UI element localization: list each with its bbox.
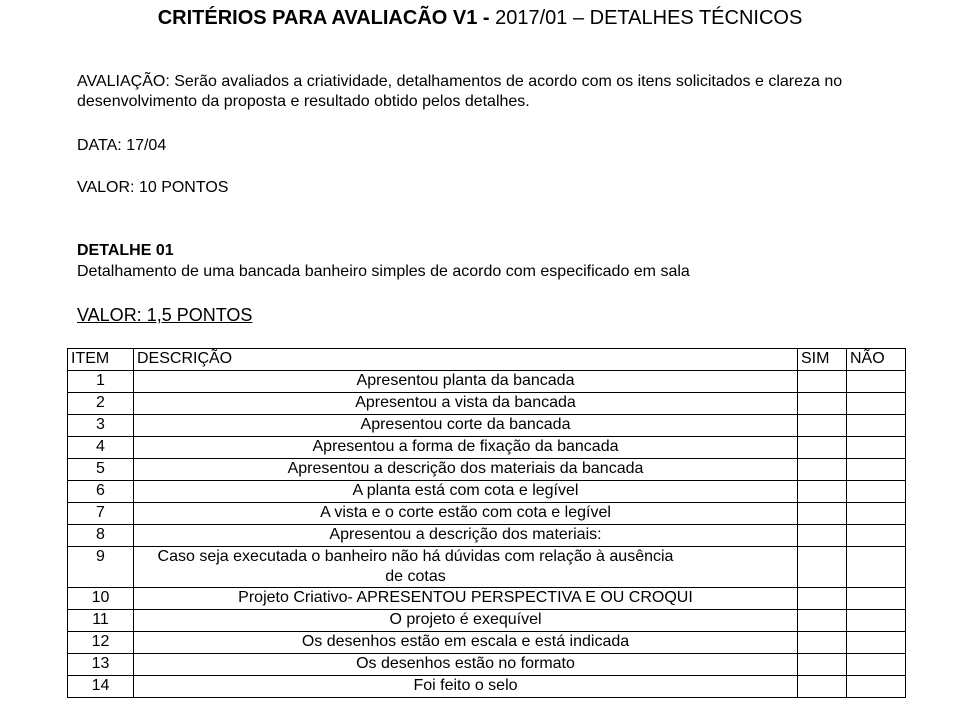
table-row	[68, 654, 906, 676]
table-row	[68, 503, 906, 525]
row-item-number: 8	[68, 525, 134, 547]
header-nao: NÃO	[847, 349, 906, 371]
row-nao-cell[interactable]	[847, 610, 906, 632]
row-nao-cell[interactable]	[847, 588, 906, 610]
row-item-number: 6	[68, 481, 134, 503]
row-nao-cell[interactable]	[847, 459, 906, 481]
row-nao-cell[interactable]	[847, 525, 906, 547]
data-line: DATA: 17/04	[77, 137, 167, 154]
title-bold: CRITÉRIOS PARA AVALIACÃO V1 -	[157, 7, 490, 29]
table-row	[68, 676, 906, 698]
row-item-number: 3	[68, 415, 134, 437]
row-nao-cell[interactable]	[847, 393, 906, 415]
table-row	[68, 393, 906, 415]
row-sim-cell[interactable]	[798, 588, 847, 610]
row-sim-cell[interactable]	[798, 654, 847, 676]
row-sim-cell[interactable]	[798, 393, 847, 415]
table-row	[68, 632, 906, 654]
row-sim-cell[interactable]	[798, 415, 847, 437]
row-item-number: 4	[68, 437, 134, 459]
table-row	[68, 547, 906, 588]
table-row	[68, 525, 906, 547]
table-header-row	[68, 349, 906, 371]
row-item-number: 12	[68, 632, 134, 654]
row-sim-cell[interactable]	[798, 481, 847, 503]
row-nao-cell[interactable]	[847, 437, 906, 459]
row-item-number: 1	[68, 371, 134, 393]
table-row	[68, 588, 906, 610]
row-sim-cell[interactable]	[798, 371, 847, 393]
title-normal: 2017/01 – DETALHES TÉCNICOS	[489, 7, 803, 29]
table-row	[68, 610, 906, 632]
table-row	[68, 437, 906, 459]
row-description: A vista e o corte estão com cota e legível	[134, 503, 798, 525]
row-sim-cell[interactable]	[798, 459, 847, 481]
row-nao-cell[interactable]	[847, 371, 906, 393]
row-nao-cell[interactable]	[847, 632, 906, 654]
row-sim-cell[interactable]	[798, 525, 847, 547]
header-descricao: DESCRIÇÃO	[134, 349, 798, 371]
row-nao-cell[interactable]	[847, 654, 906, 676]
table-row	[68, 371, 906, 393]
row-description: Apresentou corte da bancada	[134, 415, 798, 437]
row-item-number: 7	[68, 503, 134, 525]
row-sim-cell[interactable]	[798, 610, 847, 632]
row-description: Apresentou a descrição dos materiais:	[134, 525, 798, 547]
header-item: ITEM	[68, 349, 134, 371]
row-description: Caso seja executada o banheiro não há dúvidas com relação à ausência de cotas	[134, 547, 798, 588]
row-item-number: 5	[68, 459, 134, 481]
row-description: A planta está com cota e legível	[134, 481, 798, 503]
criteria-table	[67, 348, 906, 698]
row-nao-cell[interactable]	[847, 547, 906, 588]
header-sim: SIM	[798, 349, 847, 371]
table-row	[68, 415, 906, 437]
table-row	[68, 481, 906, 503]
row-item-number: 14	[68, 676, 134, 698]
row-item-number: 2	[68, 393, 134, 415]
row-description: Apresentou a vista da bancada	[134, 393, 798, 415]
detalhe-description: Detalhamento de uma bancada banheiro simples de acordo com especificado em sala	[77, 263, 690, 280]
row-description: Apresentou a descrição dos materiais da bancada	[134, 459, 798, 481]
row-sim-cell[interactable]	[798, 632, 847, 654]
valor-line: VALOR: 10 PONTOS	[77, 179, 229, 196]
row-item-number: 11	[68, 610, 134, 632]
row-sim-cell[interactable]	[798, 547, 847, 588]
row-nao-cell[interactable]	[847, 415, 906, 437]
row-nao-cell[interactable]	[847, 676, 906, 698]
row-sim-cell[interactable]	[798, 676, 847, 698]
detalhe-valor: VALOR: 1,5 PONTOS	[77, 305, 253, 325]
detalhe-heading: DETALHE 01	[77, 242, 174, 259]
table-row	[68, 459, 906, 481]
row-nao-cell[interactable]	[847, 503, 906, 525]
row-description: Projeto Criativo- APRESENTOU PERSPECTIVA E OU CROQUI	[134, 588, 798, 610]
row-description: O projeto é exequível	[134, 610, 798, 632]
document-title	[0, 6, 960, 30]
row-item-number: 13	[68, 654, 134, 676]
row-sim-cell[interactable]	[798, 437, 847, 459]
row-item-number: 9	[68, 547, 134, 588]
row-description: Os desenhos estão em escala e está indicada	[134, 632, 798, 654]
row-description: Apresentou planta da bancada	[134, 371, 798, 393]
row-description: Foi feito o selo	[134, 676, 798, 698]
row-nao-cell[interactable]	[847, 481, 906, 503]
row-description: Os desenhos estão no formato	[134, 654, 798, 676]
row-sim-cell[interactable]	[798, 503, 847, 525]
avaliacao-paragraph: AVALIAÇÃO: Serão avaliados a criatividade, detalhamentos de acordo com os itens solicitados e clareza no desenvolvimento da proposta e resultado obtido pelos detalhes.	[77, 73, 843, 110]
row-description: Apresentou a forma de fixação da bancada	[134, 437, 798, 459]
row-item-number: 10	[68, 588, 134, 610]
